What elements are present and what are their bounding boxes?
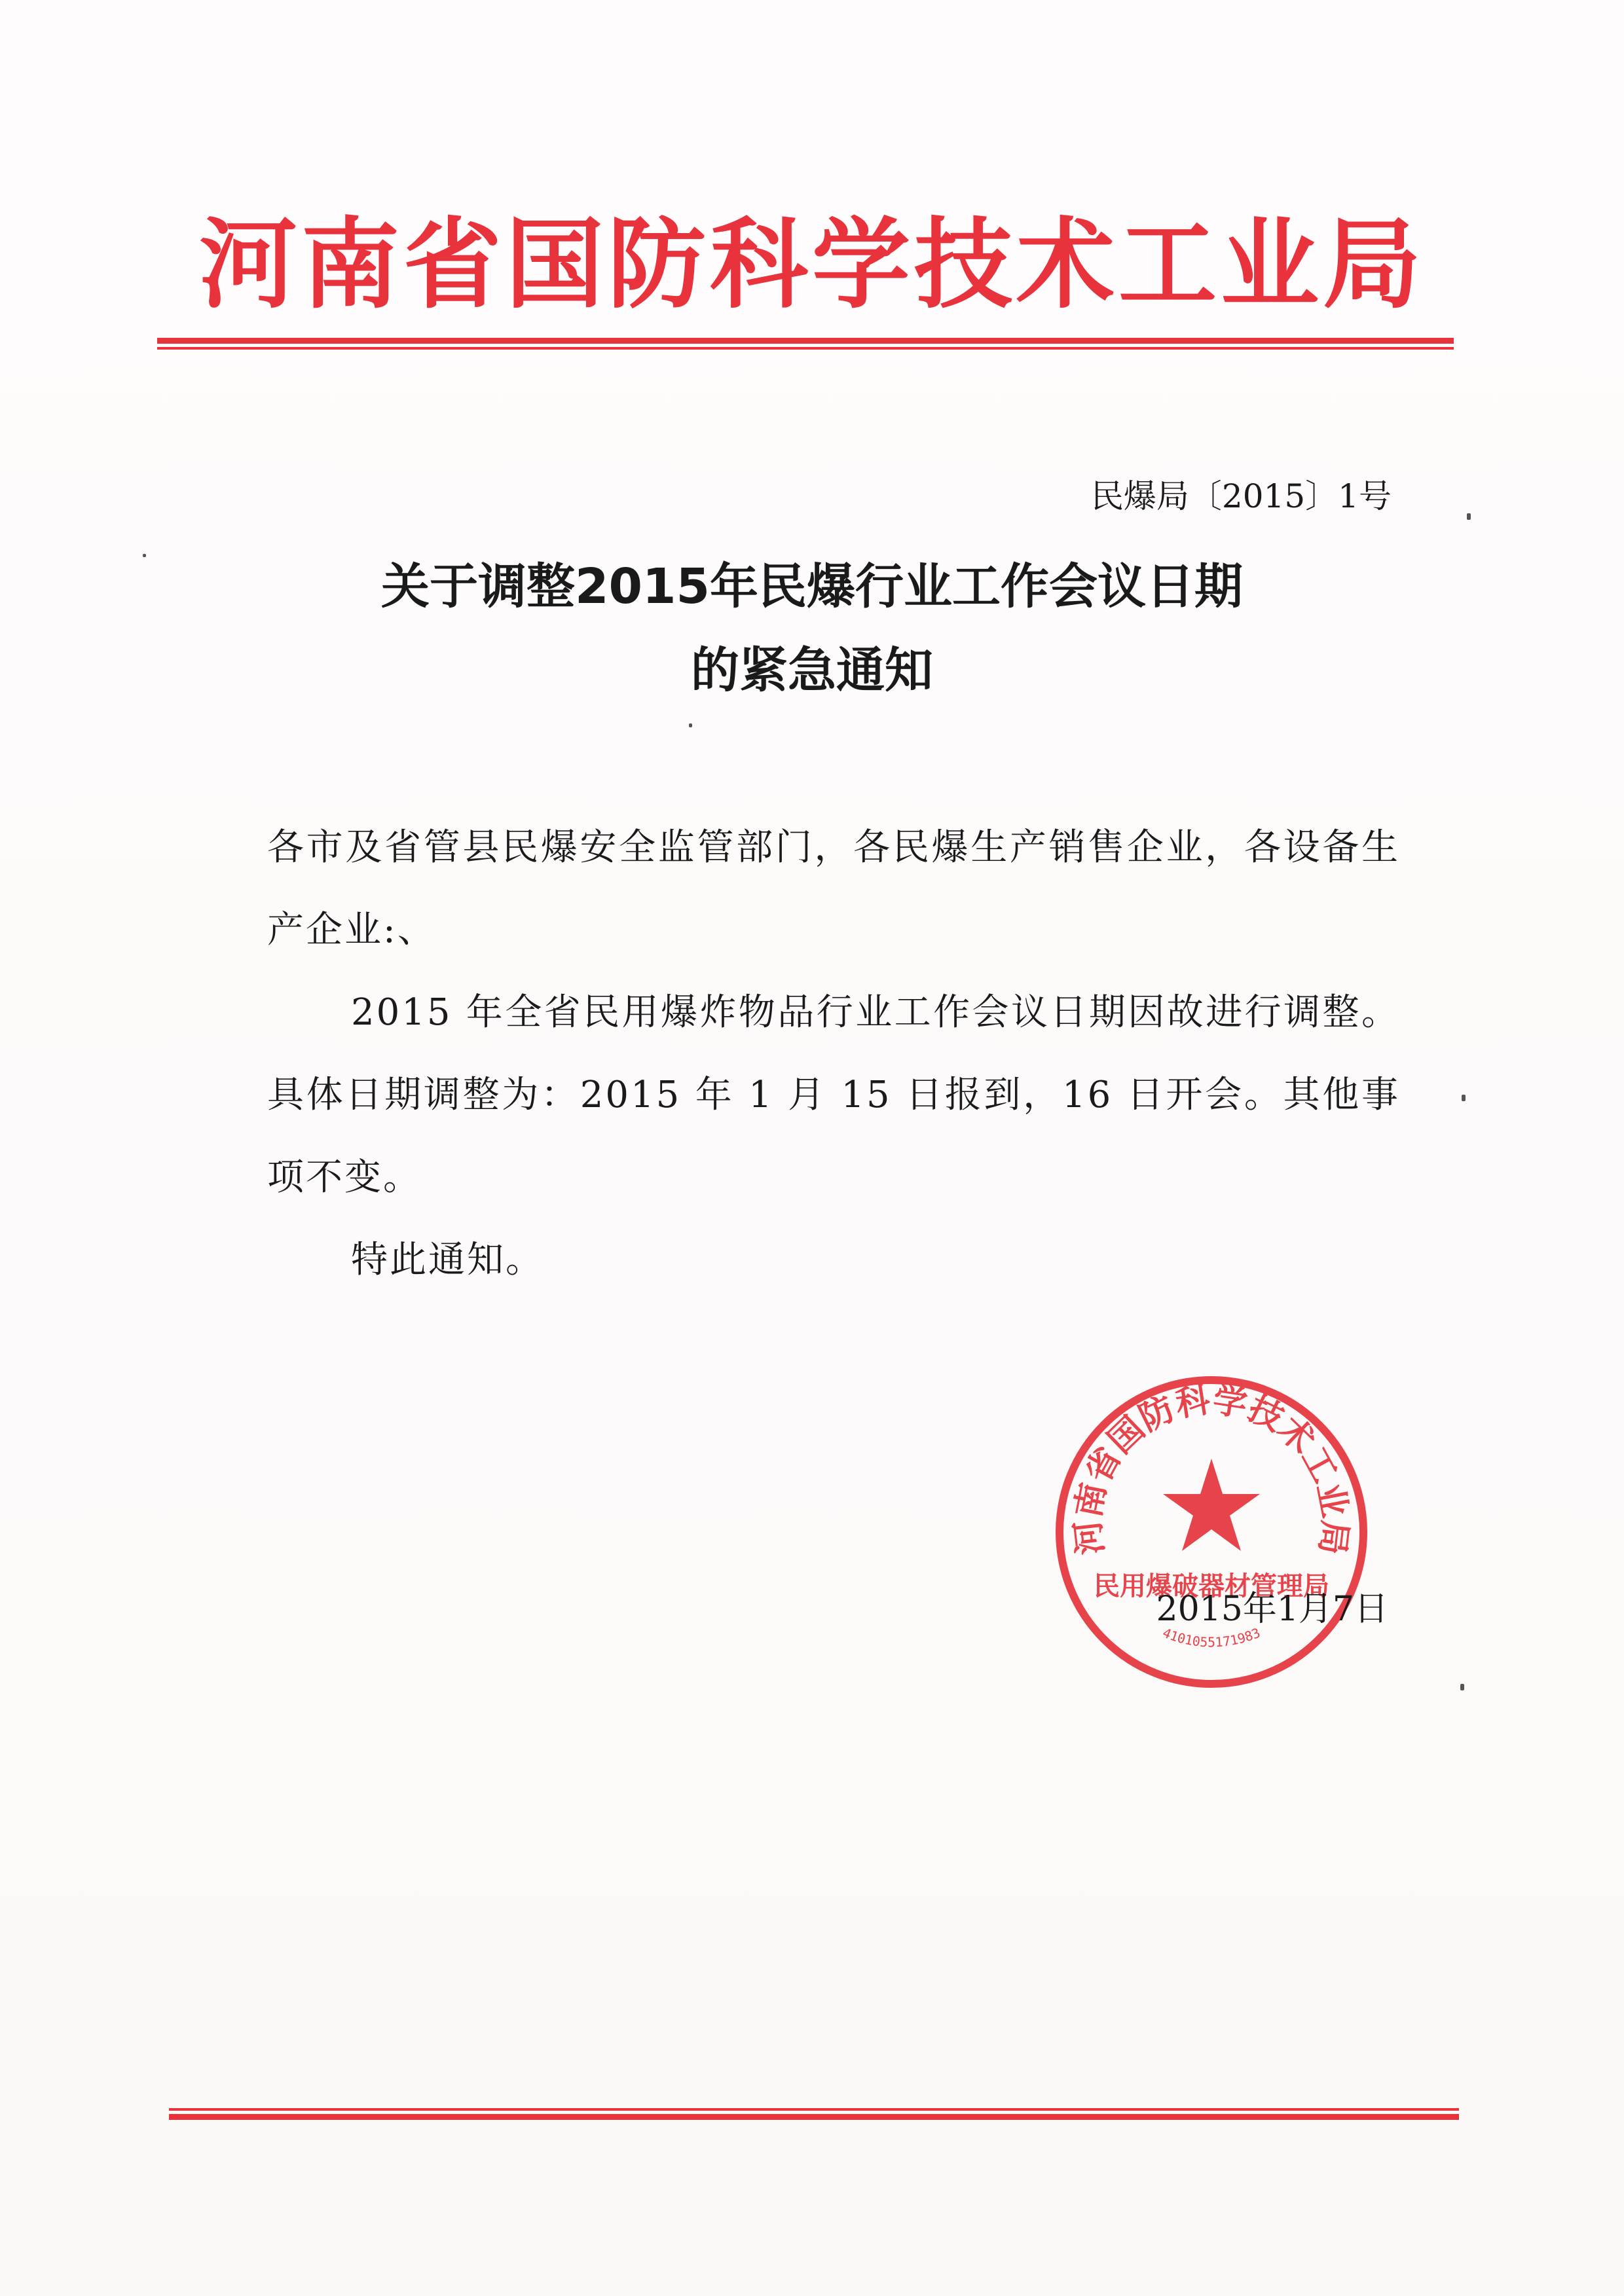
seal-outer-text: 河南省国防科学技术工业局 (1068, 1380, 1355, 1557)
main-paragraph: 2015 年全省民用爆炸物品行业工作会议日期因故进行调整。具体日期调整为：2015 年 1 月 15 日报到，16 日开会。其他事项不变。 (267, 991, 1400, 1199)
seal-code-text: 4101055171983 (1160, 1624, 1263, 1650)
scan-speck (1460, 1684, 1464, 1690)
document-title-line-1: 关于调整2015年民爆行业工作会议日期 (381, 558, 1243, 615)
document-date: 2015年1月7日 (1156, 1590, 1388, 1629)
document-title (157, 545, 1467, 712)
footer-rule-thick (169, 2114, 1459, 2120)
header-rule-thin (157, 347, 1454, 350)
header-rule-thick (157, 338, 1454, 344)
addressee-paragraph: 各市及省管县民爆安全监管部门，各民爆生产销售企业，各设备生产企业:、 (267, 826, 1400, 951)
closing-paragraph: 特此通知。 (351, 1239, 544, 1281)
scan-speck (1462, 1095, 1466, 1101)
document-body (267, 807, 1400, 1302)
document-title-line-2: 的紧急通知 (691, 642, 933, 699)
header-org-name: 河南省国防科学技术工业局 (198, 208, 1425, 322)
footer-rule-thin (169, 2108, 1459, 2111)
official-seal-stamp (1048, 1368, 1375, 1696)
seal-inner-text: 民用爆破器材管理局 (1094, 1571, 1329, 1601)
footer-red-rule (169, 2108, 1459, 2120)
header-red-rule (157, 338, 1454, 350)
scan-speck (1467, 513, 1471, 520)
document-number: 民爆局〔2015〕1号 (1090, 477, 1392, 515)
issuing-authority-header (157, 203, 1467, 327)
seal-star-icon (1163, 1459, 1260, 1551)
scan-speck (143, 554, 146, 557)
scan-speck (689, 723, 692, 727)
